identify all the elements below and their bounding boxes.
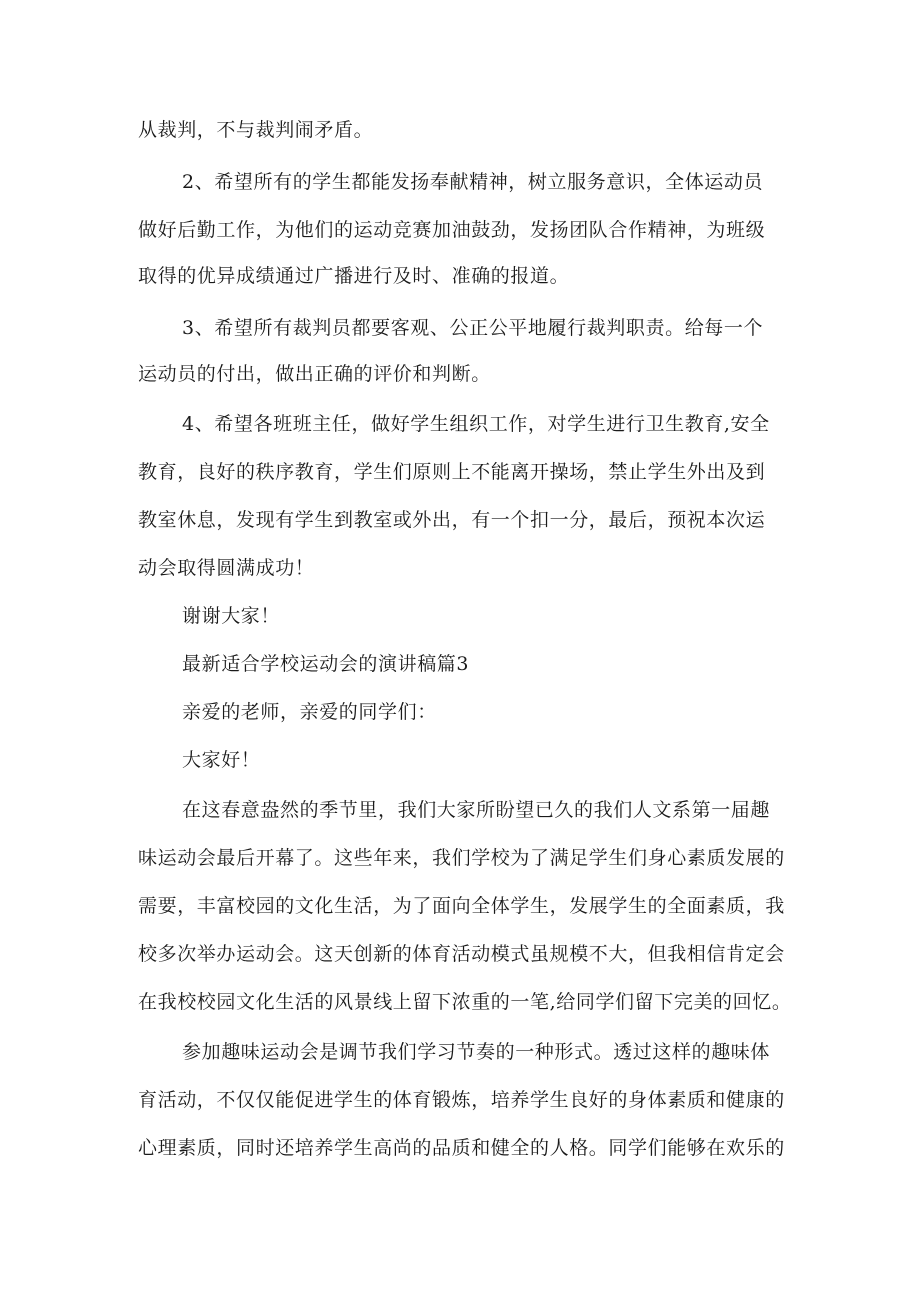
text-line: 做好后勤工作，为他们的运动竞赛加油鼓劲，发扬团队合作精神，为班级 <box>138 219 766 241</box>
text-line: 动会取得圆满成功！ <box>138 557 315 579</box>
text-line: 教育，良好的秩序教育，学生们原则上不能离开操场，禁止学生外出及到 <box>138 461 766 483</box>
text-line: 在我校校园文化生活的风景线上留下浓重的一笔,给同学们留下完美的回忆。 <box>138 991 792 1013</box>
text-line: 大家好！ <box>182 749 261 771</box>
text-line: 2、希望所有的学生都能发扬奉献精神，树立服务意识，全体运动员 <box>182 171 764 193</box>
text-line: 从裁判，不与裁判闹矛盾。 <box>138 119 374 141</box>
text-line: 育活动，不仅仅能促进学生的体育锻炼，培养学生良好的身体素质和健康的 <box>138 1089 785 1111</box>
text-line: 参加趣味运动会是调节我们学习节奏的一种形式。透过这样的趣味体 <box>182 1041 771 1063</box>
text-line: 校多次举办运动会。这天创新的体育活动模式虽规模不大，但我相信肯定会 <box>138 943 785 965</box>
text-line: 心理素质，同时还培养学生高尚的品质和健全的人格。同学们能够在欢乐的 <box>138 1137 785 1159</box>
section-heading: 最新适合学校运动会的演讲稿篇3 <box>182 653 470 675</box>
text-line: 亲爱的老师，亲爱的同学们： <box>182 701 437 723</box>
text-line: 在这春意盎然的季节里，我们大家所盼望已久的我们人文系第一届趣 <box>182 799 771 821</box>
text-line: 谢谢大家！ <box>182 605 281 627</box>
text-line: 4、希望各班班主任，做好学生组织工作，对学生进行卫生教育,安全 <box>182 413 770 435</box>
text-line: 教室休息，发现有学生到教室或外出，有一个扣一分，最后，预祝本次运 <box>138 509 766 531</box>
text-line: 需要，丰富校园的文化生活，为了面向全体学生，发展学生的全面素质，我 <box>138 895 785 917</box>
text-line: 运动员的付出，做出正确的评价和判断。 <box>138 363 491 385</box>
text-line: 3、希望所有裁判员都要客观、公正公平地履行裁判职责。给每一个 <box>182 317 764 339</box>
text-line: 取得的优异成绩通过广播进行及时、准确的报道。 <box>138 265 570 287</box>
text-line: 味运动会最后开幕了。这些年来，我们学校为了满足学生们身心素质发展的 <box>138 847 785 869</box>
